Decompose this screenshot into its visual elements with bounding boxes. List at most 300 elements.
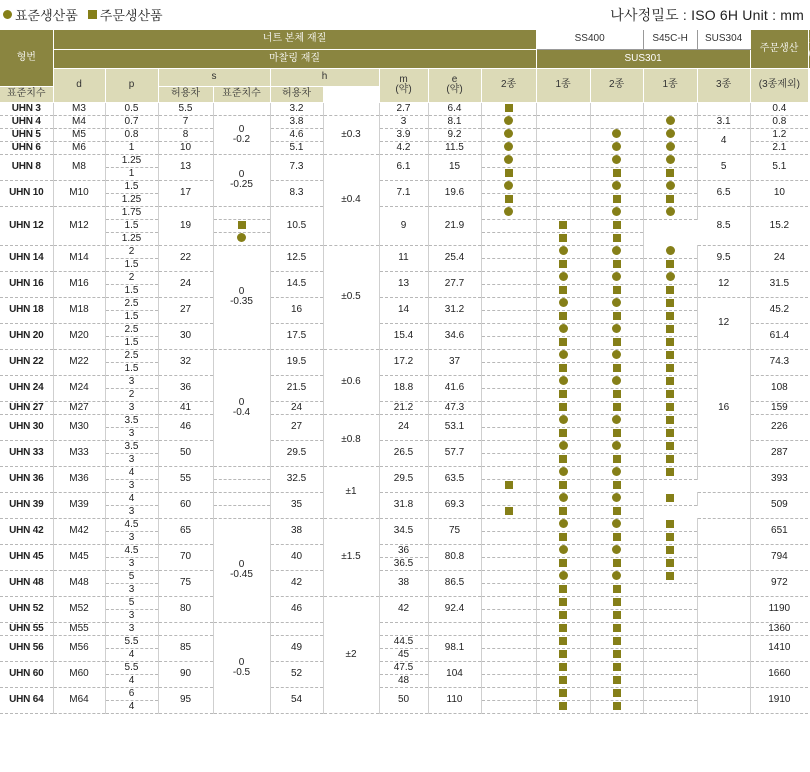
availability-cell-c1b xyxy=(643,622,697,635)
e-cell: 53.1 xyxy=(428,414,481,440)
m-cell: 26.5 xyxy=(379,440,428,466)
d-cell: M4 xyxy=(53,115,105,128)
p-cell: 1.5 xyxy=(105,284,158,297)
standard-product-dot-icon xyxy=(504,142,513,151)
availability-cell-c2b xyxy=(590,570,643,583)
availability-cell-c2b xyxy=(590,687,643,700)
standard-product-dot-icon xyxy=(559,376,568,385)
class3-cell xyxy=(697,661,750,687)
h-std-cell: 29.5 xyxy=(270,440,323,466)
h-std-cell: 19.5 xyxy=(270,349,323,375)
d-cell: M3 xyxy=(53,102,105,115)
availability-cell-c2a xyxy=(481,544,536,557)
availability-cell-c2a xyxy=(481,609,536,622)
availability-cell-c1b xyxy=(643,401,697,414)
h-std-cell: 27 xyxy=(270,414,323,440)
p-cell: 0.7 xyxy=(105,115,158,128)
s-std-cell: 41 xyxy=(158,401,213,414)
order-product-square-icon xyxy=(666,533,674,541)
p-cell: 1.5 xyxy=(105,219,158,232)
availability-cell-c1b xyxy=(643,388,697,401)
m-cell: 31.8 xyxy=(379,492,428,518)
m-cell: 50 xyxy=(379,687,428,713)
availability-cell-c2b xyxy=(590,271,643,284)
class3-cell xyxy=(697,687,750,713)
order-product-square-icon xyxy=(666,403,674,411)
m-cell: 15.4 xyxy=(379,323,428,349)
p-cell: 3 xyxy=(105,583,158,596)
order-product-square-icon xyxy=(613,312,621,320)
d-cell: M36 xyxy=(53,466,105,492)
weight-cell: 651 xyxy=(750,518,808,544)
m-cell: 17.2 xyxy=(379,349,428,375)
availability-cell-c2a xyxy=(481,336,536,349)
model-cell: UHN 16 xyxy=(0,271,53,297)
class3-cell xyxy=(697,544,750,570)
standard-product-dot-icon xyxy=(559,272,568,281)
p-cell: 3 xyxy=(105,375,158,388)
availability-cell-c1a xyxy=(536,622,590,635)
class3-cell xyxy=(697,492,750,518)
order-product-square-icon xyxy=(666,429,674,437)
class3-cell: 12 xyxy=(697,271,750,297)
weight-cell: 226 xyxy=(750,414,808,440)
order-product-square-icon xyxy=(666,455,674,463)
m-cell: 45 xyxy=(379,648,428,661)
h-std-cell: 8.3 xyxy=(270,180,323,206)
h-std-cell: 3.8 xyxy=(270,115,323,128)
availability-cell-c2a xyxy=(481,271,536,284)
standard-product-dot-icon xyxy=(559,493,568,502)
m-cell: 14 xyxy=(379,297,428,323)
order-product-square-icon xyxy=(613,689,621,697)
standard-product-dot-icon xyxy=(612,376,621,385)
d-cell: M64 xyxy=(53,687,105,713)
class3-cell: 12 xyxy=(697,297,750,349)
order-product-square-icon xyxy=(559,689,567,697)
availability-cell-c1b xyxy=(590,232,643,245)
h-tolerance-cell: ±0.4 xyxy=(323,154,379,245)
order-product-square-icon xyxy=(613,663,621,671)
availability-cell-c2a xyxy=(481,141,536,154)
availability-cell-c1b xyxy=(643,531,697,544)
model-cell: UHN 8 xyxy=(0,154,53,180)
availability-cell-c2a xyxy=(481,349,536,362)
order-product-square-icon xyxy=(613,169,621,177)
p-cell: 5 xyxy=(105,570,158,583)
availability-cell-c2a xyxy=(481,492,536,505)
h-std-cell: 32.5 xyxy=(270,466,323,492)
availability-cell-c1a xyxy=(536,674,590,687)
weight-cell: 5.1 xyxy=(750,154,808,180)
header-m: m (약) xyxy=(379,68,428,102)
order-product-square-icon xyxy=(559,481,567,489)
availability-cell-c1b xyxy=(643,258,697,271)
order-product-square-icon xyxy=(613,507,621,515)
order-product-square-icon xyxy=(559,455,567,463)
availability-cell-c2a xyxy=(481,128,536,141)
order-product-square-icon xyxy=(559,637,567,645)
s-tolerance-cell-empty xyxy=(213,102,270,115)
class3-cell xyxy=(697,102,750,115)
p-cell: 1.25 xyxy=(105,232,158,245)
h-std-cell: 4.6 xyxy=(270,128,323,141)
order-product-square-icon xyxy=(559,624,567,632)
availability-cell-c1a xyxy=(481,232,536,245)
availability-cell-c2b xyxy=(590,583,643,596)
e-cell: 6.4 xyxy=(428,102,481,115)
e-cell: 15 xyxy=(428,154,481,180)
d-cell: M42 xyxy=(53,518,105,544)
availability-cell-c2a xyxy=(481,388,536,401)
availability-cell-c2a xyxy=(481,102,536,115)
m-cell: 9 xyxy=(379,206,428,245)
header-s-tol: 허용차 xyxy=(158,86,213,102)
h-std-cell: 35 xyxy=(270,492,323,518)
e-cell: 75 xyxy=(428,518,481,544)
h-std-cell: 3.2 xyxy=(270,102,323,115)
s-std-cell: 19 xyxy=(158,206,213,245)
weight-cell: 794 xyxy=(750,544,808,570)
m-cell: 47.5 xyxy=(379,661,428,674)
availability-cell-c2b xyxy=(590,609,643,622)
order-product-square-icon xyxy=(666,520,674,528)
availability-cell-c2a xyxy=(481,375,536,388)
availability-cell-c2a xyxy=(481,310,536,323)
header-s-std: 표준치수 xyxy=(0,86,53,102)
d-cell: M55 xyxy=(53,622,105,635)
availability-cell-c1a xyxy=(536,258,590,271)
s-std-cell: 55 xyxy=(158,466,213,492)
order-product-square-icon xyxy=(559,598,567,606)
m-cell: 7.1 xyxy=(379,180,428,206)
standard-product-dot-icon xyxy=(559,298,568,307)
d-cell: M56 xyxy=(53,635,105,661)
availability-cell-c2a xyxy=(481,154,536,167)
p-cell: 1.5 xyxy=(105,310,158,323)
m-cell: 11 xyxy=(379,245,428,271)
p-cell: 3 xyxy=(105,505,158,518)
p-cell: 1.5 xyxy=(105,180,158,193)
availability-cell-c2b xyxy=(590,700,643,713)
availability-cell-c2b xyxy=(590,284,643,297)
p-cell: 1.5 xyxy=(105,258,158,271)
availability-cell-c1b xyxy=(643,518,697,531)
weight-cell: 1.2 xyxy=(750,128,808,141)
standard-product-dot-icon xyxy=(559,571,568,580)
order-product-square-icon xyxy=(666,260,674,268)
d-cell: M60 xyxy=(53,661,105,687)
availability-cell-c2b xyxy=(590,635,643,648)
h-std-cell xyxy=(270,622,323,635)
p-cell: 2.5 xyxy=(105,349,158,362)
e-cell: 92.4 xyxy=(428,596,481,622)
model-cell: UHN 10 xyxy=(0,180,53,206)
s-std-cell: 17 xyxy=(158,180,213,206)
d-cell: M8 xyxy=(53,154,105,180)
standard-product-dot-icon xyxy=(504,155,513,164)
standard-product-dot-icon xyxy=(612,207,621,216)
class3-cell xyxy=(697,570,750,596)
availability-cell-c1a xyxy=(536,193,590,206)
p-cell: 4.5 xyxy=(105,544,158,557)
p-cell: 0.8 xyxy=(105,128,158,141)
availability-cell-c2a xyxy=(481,531,536,544)
availability-cell-c2b xyxy=(536,232,590,245)
s-std-cell: 7 xyxy=(158,115,213,128)
availability-cell-c1b xyxy=(643,102,697,115)
e-cell: 25.4 xyxy=(428,245,481,271)
e-cell: 63.5 xyxy=(428,466,481,492)
standard-product-dot-icon xyxy=(504,181,513,190)
availability-cell-c2a xyxy=(481,401,536,414)
s-std-cell: 60 xyxy=(158,492,213,518)
p-cell: 5.5 xyxy=(105,661,158,674)
standard-product-dot-icon xyxy=(612,519,621,528)
availability-cell-c1a xyxy=(536,362,590,375)
availability-cell-c2a xyxy=(481,362,536,375)
p-cell: 1.25 xyxy=(105,154,158,167)
weight-cell: 10 xyxy=(750,180,808,206)
legend xyxy=(3,5,173,23)
availability-cell-c2a xyxy=(481,284,536,297)
order-product-square-icon xyxy=(559,338,567,346)
availability-cell-c2b xyxy=(590,401,643,414)
standard-product-dot-icon xyxy=(612,493,621,502)
h-tolerance-cell: ±1.5 xyxy=(323,518,379,596)
e-cell: 37 xyxy=(428,349,481,375)
p-cell: 4 xyxy=(105,492,158,505)
e-cell: 31.2 xyxy=(428,297,481,323)
availability-cell-c2b xyxy=(590,310,643,323)
availability-cell-c2b xyxy=(590,349,643,362)
order-product-square-icon xyxy=(559,286,567,294)
availability-cell-c2a xyxy=(481,297,536,310)
p-cell: 3 xyxy=(105,557,158,570)
availability-cell-c1b xyxy=(643,154,697,167)
standard-product-dot-icon xyxy=(612,298,621,307)
availability-cell-c1b xyxy=(643,271,697,284)
h-tolerance-cell: ±2 xyxy=(323,596,379,713)
class3-cell: 6.5 xyxy=(697,180,750,206)
availability-cell-c1a xyxy=(536,375,590,388)
header-class1-b: 1종 xyxy=(643,68,697,102)
s-std-cell: 85 xyxy=(158,635,213,661)
weight-cell: 393 xyxy=(750,466,808,492)
order-product-square-icon xyxy=(559,650,567,658)
availability-cell-c2b xyxy=(590,323,643,336)
order-product-square-icon xyxy=(613,364,621,372)
order-product-square-icon xyxy=(613,611,621,619)
order-product-square-icon xyxy=(505,507,513,515)
weight-cell: 1910 xyxy=(750,687,808,713)
p-cell: 1 xyxy=(105,167,158,180)
standard-product-dot-icon xyxy=(666,129,675,138)
h-std-cell: 14.5 xyxy=(270,271,323,297)
standard-product-dot-icon xyxy=(559,324,568,333)
order-product-square-icon xyxy=(613,637,621,645)
order-product-square-icon xyxy=(613,429,621,437)
h-std-cell: 24 xyxy=(270,401,323,414)
p-cell: 3.5 xyxy=(105,414,158,427)
order-product-square-icon xyxy=(666,494,674,502)
availability-cell-c2a xyxy=(213,219,270,232)
order-product-square-icon xyxy=(559,585,567,593)
order-product-square-icon xyxy=(559,221,567,229)
p-cell: 6 xyxy=(105,687,158,700)
d-cell: M52 xyxy=(53,596,105,622)
e-cell: 69.3 xyxy=(428,492,481,518)
availability-cell-c1a xyxy=(536,349,590,362)
e-cell: 21.9 xyxy=(428,206,481,245)
p-cell: 1.25 xyxy=(105,193,158,206)
availability-cell-c1a xyxy=(536,583,590,596)
nut-spec-table xyxy=(0,30,810,714)
p-cell: 3 xyxy=(105,479,158,492)
d-cell: M48 xyxy=(53,570,105,596)
availability-cell-c2b xyxy=(590,557,643,570)
availability-cell-c2b xyxy=(590,154,643,167)
order-product-square-icon xyxy=(666,572,674,580)
order-product-square-icon xyxy=(559,702,567,710)
model-cell: UHN 24 xyxy=(0,375,53,401)
m-cell: 42 xyxy=(379,596,428,622)
p-cell: 1.5 xyxy=(105,362,158,375)
order-product-square-icon xyxy=(666,299,674,307)
model-cell: UHN 33 xyxy=(0,440,53,466)
d-cell: M14 xyxy=(53,245,105,271)
model-cell: UHN 5 xyxy=(0,128,53,141)
standard-product-dot-icon xyxy=(612,246,621,255)
availability-cell-c1a xyxy=(536,388,590,401)
standard-product-dot-icon xyxy=(612,415,621,424)
model-cell: UHN 22 xyxy=(0,349,53,375)
order-product-square-icon xyxy=(666,169,674,177)
s-std-cell: 27 xyxy=(158,297,213,323)
h-std-cell: 10.5 xyxy=(270,206,323,245)
availability-cell-c1a xyxy=(536,492,590,505)
availability-cell-c1b xyxy=(643,115,697,128)
availability-cell-c2b xyxy=(590,648,643,661)
h-tolerance-cell: ±1 xyxy=(323,466,379,518)
h-std-cell: 7.3 xyxy=(270,154,323,180)
availability-cell-c1a xyxy=(536,518,590,531)
header-ring-material: 마찰링 재질 xyxy=(53,49,536,68)
availability-cell-c2b xyxy=(590,128,643,141)
availability-cell-c2a xyxy=(481,206,536,219)
availability-cell-c1b xyxy=(643,687,697,700)
availability-cell-c2b xyxy=(590,466,643,479)
order-product-square-icon xyxy=(613,481,621,489)
availability-cell-c1a xyxy=(536,115,590,128)
standard-product-dot-icon xyxy=(504,207,513,216)
availability-cell-c2b xyxy=(536,479,590,492)
class3-cell: 3.1 xyxy=(697,115,750,128)
availability-cell-c1a xyxy=(536,245,590,258)
model-cell: UHN 60 xyxy=(0,661,53,687)
order-product-square-icon xyxy=(613,585,621,593)
s-std-cell: 32 xyxy=(158,349,213,375)
availability-cell-c1b xyxy=(643,362,697,375)
order-product-square-icon xyxy=(666,442,674,450)
order-product-square-icon xyxy=(666,546,674,554)
availability-cell-c1b xyxy=(643,180,697,193)
order-product-square-icon xyxy=(666,390,674,398)
order-product-square-icon xyxy=(559,507,567,515)
m-cell: 34.5 xyxy=(379,518,428,544)
availability-cell-c2b xyxy=(590,141,643,154)
m-cell: 44.5 xyxy=(379,635,428,648)
legend-order xyxy=(88,5,163,24)
order-product-square-icon xyxy=(613,533,621,541)
s-std-cell: 36 xyxy=(158,375,213,401)
s-std-cell: 10 xyxy=(158,141,213,154)
weight-cell: 24 xyxy=(750,245,808,271)
order-product-square-icon xyxy=(613,676,621,684)
order-product-square-icon xyxy=(613,338,621,346)
model-cell: UHN 36 xyxy=(0,466,53,492)
availability-cell-c1a xyxy=(536,271,590,284)
order-product-square-icon xyxy=(666,325,674,333)
standard-product-dot-icon xyxy=(559,415,568,424)
model-cell: UHN 48 xyxy=(0,570,53,596)
order-product-square-icon xyxy=(666,312,674,320)
h-tolerance-cell: ±0.6 xyxy=(323,349,379,414)
availability-cell-c2a xyxy=(481,583,536,596)
s-tolerance-cell: 0 -0.2 xyxy=(213,115,270,154)
availability-cell-c1a xyxy=(536,596,590,609)
availability-cell-c2a xyxy=(481,453,536,466)
availability-cell-c1a xyxy=(481,219,536,232)
e-cell: 47.3 xyxy=(428,401,481,414)
h-std-cell: 40 xyxy=(270,544,323,570)
d-cell: M5 xyxy=(53,128,105,141)
h-std-cell: 16 xyxy=(270,297,323,323)
weight-cell: 74.3 xyxy=(750,349,808,375)
dot-marker-icon xyxy=(3,10,12,19)
d-cell: M33 xyxy=(53,440,105,466)
availability-cell-c2a xyxy=(481,180,536,193)
h-tolerance-cell-empty xyxy=(323,102,379,115)
class3-cell: 16 xyxy=(697,349,750,466)
s-std-cell: 24 xyxy=(158,271,213,297)
e-cell: 98.1 xyxy=(428,635,481,661)
availability-cell-c1a xyxy=(536,544,590,557)
s-std-cell: 65 xyxy=(158,518,213,544)
header-h-std: 표준치수 xyxy=(213,86,270,102)
availability-cell-c1a xyxy=(536,167,590,180)
availability-cell-c1b xyxy=(643,544,697,557)
e-cell: 27.7 xyxy=(428,271,481,297)
order-product-square-icon xyxy=(666,416,674,424)
weight-cell: 1410 xyxy=(750,635,808,661)
e-cell: 41.6 xyxy=(428,375,481,401)
standard-product-dot-icon xyxy=(237,233,246,242)
standard-product-dot-icon xyxy=(666,142,675,151)
order-product-square-icon xyxy=(613,234,621,242)
m-cell: 48 xyxy=(379,674,428,687)
order-product-square-icon xyxy=(613,559,621,567)
standard-product-dot-icon xyxy=(559,246,568,255)
p-cell: 3 xyxy=(105,622,158,635)
class3-cell xyxy=(697,635,750,661)
s-tolerance-cell: 0 -0.35 xyxy=(213,245,270,349)
header-class2-a: 2종 xyxy=(481,68,536,102)
order-product-square-icon xyxy=(613,286,621,294)
availability-cell-c2b xyxy=(590,492,643,505)
availability-cell-c1b xyxy=(643,635,697,648)
standard-product-dot-icon xyxy=(612,545,621,554)
